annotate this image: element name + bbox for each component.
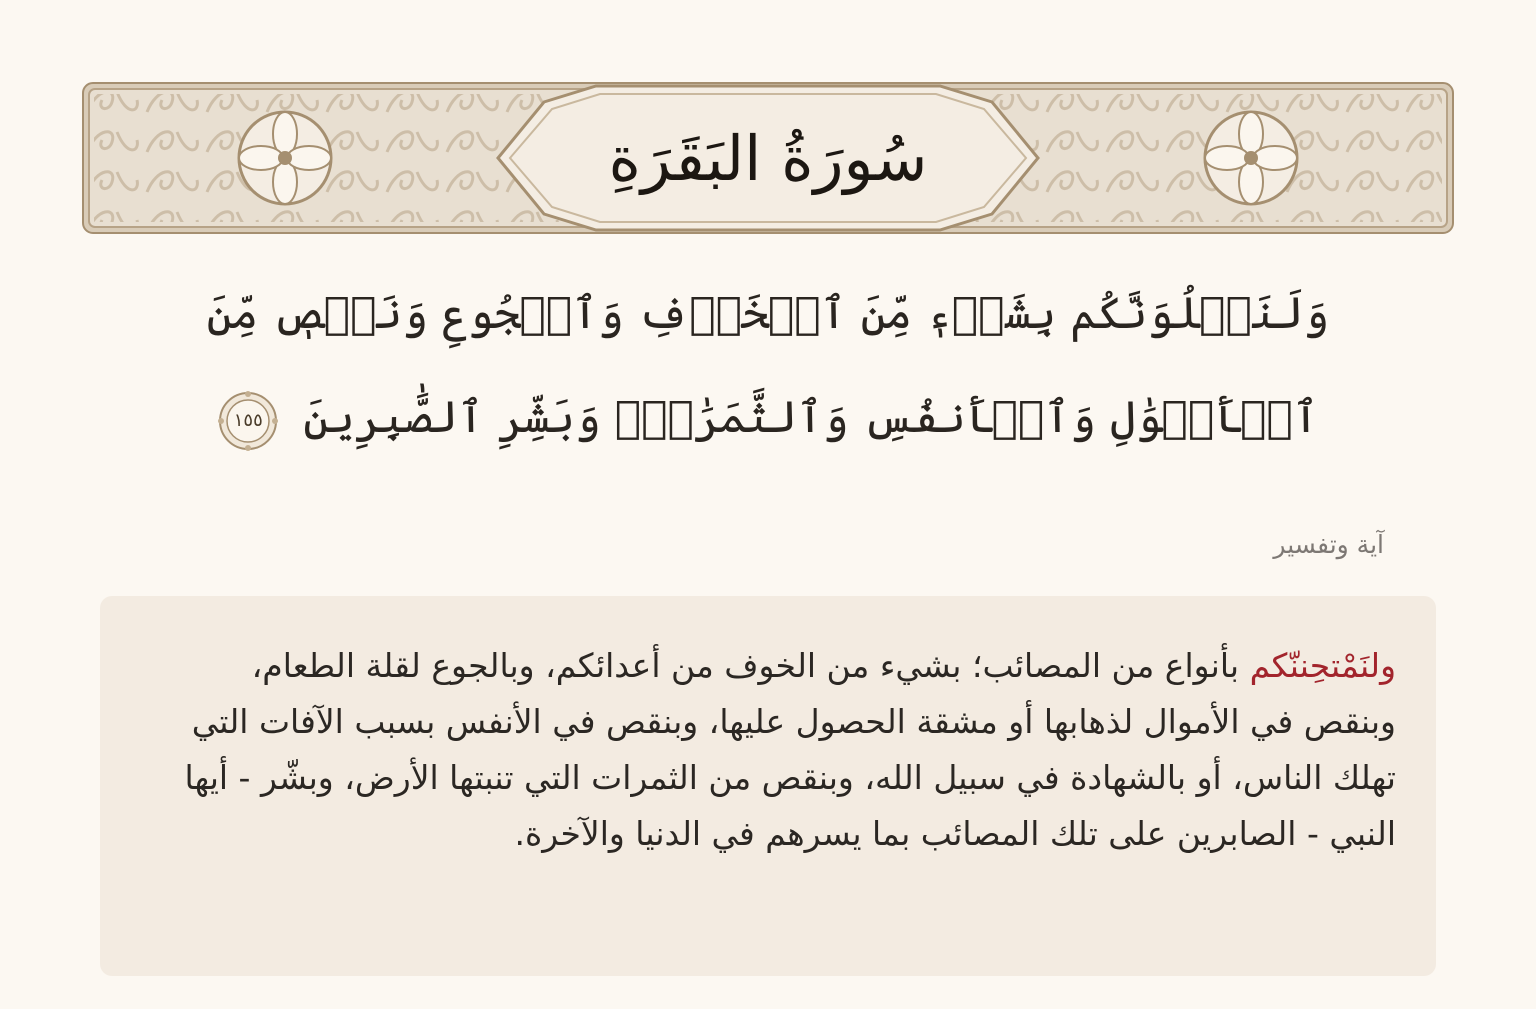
ayah-number: ١٥٥ — [233, 409, 263, 431]
surah-header-banner — [82, 82, 1454, 234]
surah-title: سُورَةُ البَقَرَةِ — [608, 121, 928, 195]
ayah-number-marker — [217, 390, 279, 452]
quran-verse — [150, 262, 1386, 470]
section-label: آية وتفسير — [1273, 530, 1384, 559]
tafsir-box — [100, 596, 1436, 976]
tafsir-text — [154, 638, 1396, 862]
tafsir-body: بأنواع من المصائب؛ بشيء من الخوف من أعدائكم، وبالجوع لقلة الطعام، وبنقص في الأموال لذهابها أو مشقة الحصول عليها، وبنقص في الأنفس بسبب الآفات التي تهلك الناس، أو بالشهادة في سبيل الله، وبنقص من الثمرات التي تنبتها الأرض، وبشّر - أيها النبي - الصابرين على تلك المصائب بما يسرهم في الدنيا والآخرة. — [184, 646, 1396, 853]
tafsir-highlight: ولنَمْتحِننّكم — [1249, 646, 1396, 685]
verse-text: وَلَنَبۡلُوَنَّكُم بِشَيۡءٖ مِّنَ ٱلۡخَوۡفِ وَٱلۡجُوعِ وَنَقۡصٖ مِّنَ ٱلۡأَمۡوَٰلِ وَٱلۡأَنفُسِ وَٱلثَّمَرَٰتِۗ وَبَشِّرِ ٱلصَّٰبِرِينَ — [206, 288, 1330, 443]
